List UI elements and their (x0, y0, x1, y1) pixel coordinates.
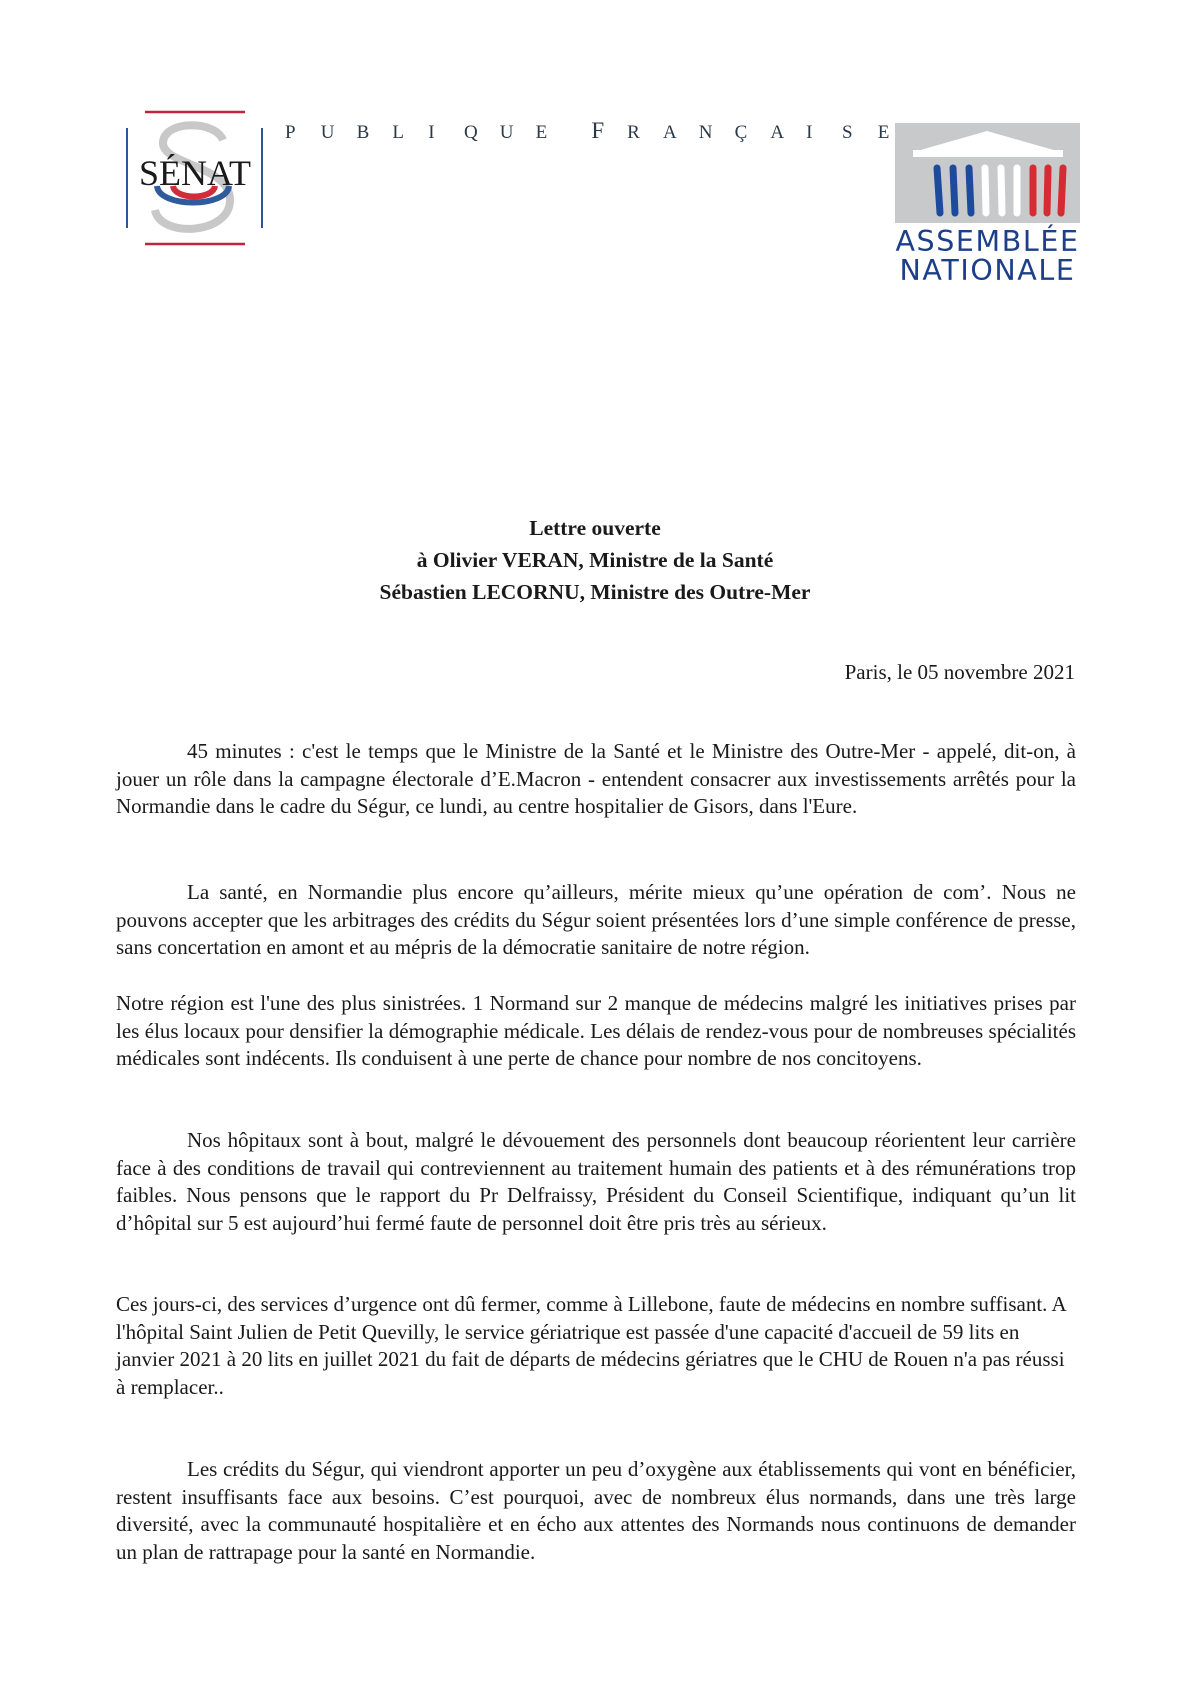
paragraph-6: Les crédits du Ségur, qui viendront apporter un peu d’oxygène aux établissements qui vont en bénéficier, restent insuffisants face aux besoins. C’est pourquoi, avec de nombreux élus normands, dans une très large diversité, avec la communauté hospitalière et en écho aux attentes des Normands nous continuons de demander un plan de rattrapage pour la santé en Normandie. (116, 1457, 1076, 1564)
assemblee-nationale-logo (895, 123, 1080, 291)
nationale-line: NATIONALE (899, 254, 1076, 287)
paragraph-3: Notre région est l'une des plus sinistrées. 1 Normand sur 2 manque de médecins malgré les initiatives prises par les élus locaux pour densifier la démographie médicale. Les délais de rendez-vous pour de nombreuses spécialités médicales sont indécents. Ils conduisent à une perte de chance pour nombre de nos concitoyens. (116, 991, 1076, 1071)
paragraph-2: La santé, en Normandie plus encore qu’ailleurs, mérite mieux qu’une opération de com’. Nous ne pouvons accepter que les arbitrages des crédits du Ségur soient présentées lors d’une simple conférence de presse, sans concertation en amont et au mépris de la démocratie sanitaire de notre région. (116, 880, 1076, 960)
title-line-3: Sébastien LECORNU, Ministre des Outre-Mer (379, 580, 811, 604)
assemblee-nationale-wordmark (895, 227, 1080, 285)
letter-date: Paris, le 05 novembre 2021 (844, 660, 1075, 684)
republique-letter: N (698, 122, 713, 143)
senat-logo-text: SÉNAT (138, 153, 252, 193)
republique-francaise-heading (285, 118, 914, 144)
republique-letter: F (591, 118, 605, 143)
republique-letter: I (428, 122, 435, 143)
assemblee-line: ASSEMBLÉE (895, 225, 1080, 258)
republique-letter: E (877, 122, 890, 143)
paragraph-1: 45 minutes : c'est le temps que le Ministre de la Santé et le Ministre des Outre-Mer - appelé, dit-on, à jouer un rôle dans la campagne électorale d’E.Macron - entendent consacrer aux investissements arrêtés pour la Normandie dans le cadre du Ségur, ce lundi, au centre hospitalier de Gisors, dans l'Eure. (116, 739, 1076, 819)
letter-title (0, 512, 1190, 608)
assemblee-nationale-building-icon (895, 123, 1080, 233)
republique-letter: L (392, 122, 404, 143)
title-line-2: à Olivier VERAN, Ministre de la Santé (416, 548, 774, 572)
paragraph-4: Nos hôpitaux sont à bout, malgré le dévouement des personnels dont beaucoup réorientent leur carrière face à des conditions de travail qui contreviennent au traitement humain des patients et à des rémunérations trop faibles. Nous pensons que le rapport du Pr Delfraissy, Président du Conseil Scientifique, indiquant qu’un lit d’hôpital sur 5 est aujourd’hui fermé faute de personnel doit être pris très au sérieux. (116, 1128, 1076, 1235)
republique-letter: A (662, 122, 677, 143)
republique-letter: A (770, 122, 785, 143)
republique-letter: U (499, 122, 514, 143)
republique-letter: S (841, 122, 853, 143)
republique-letter: P (285, 122, 296, 143)
republique-letter: B (356, 122, 370, 143)
paragraph-5: Ces jours-ci, des services d’urgence ont dû fermer, comme à Lillebone, faute de médecins en nombre suffisant. A l'hôpital Saint Julien de Petit Quevilly, le service gériatrique est passée d'une capacité d'accueil de 59 lits en janvier 2021 à 20 lits en juillet 2021 du fait de départs de médecins gériatres que le CHU de Rouen n'a pas réussi à remplacer.. (116, 1292, 1066, 1399)
republique-letter: R (627, 122, 640, 143)
republique-letter: E (535, 122, 548, 143)
republique-letter: U (320, 122, 335, 143)
senat-logo-icon (125, 110, 265, 260)
republique-letter: I (806, 122, 813, 143)
republique-letter: Q (463, 122, 478, 143)
republique-letter: Ç (734, 122, 748, 143)
title-line-1: Lettre ouverte (529, 516, 661, 540)
